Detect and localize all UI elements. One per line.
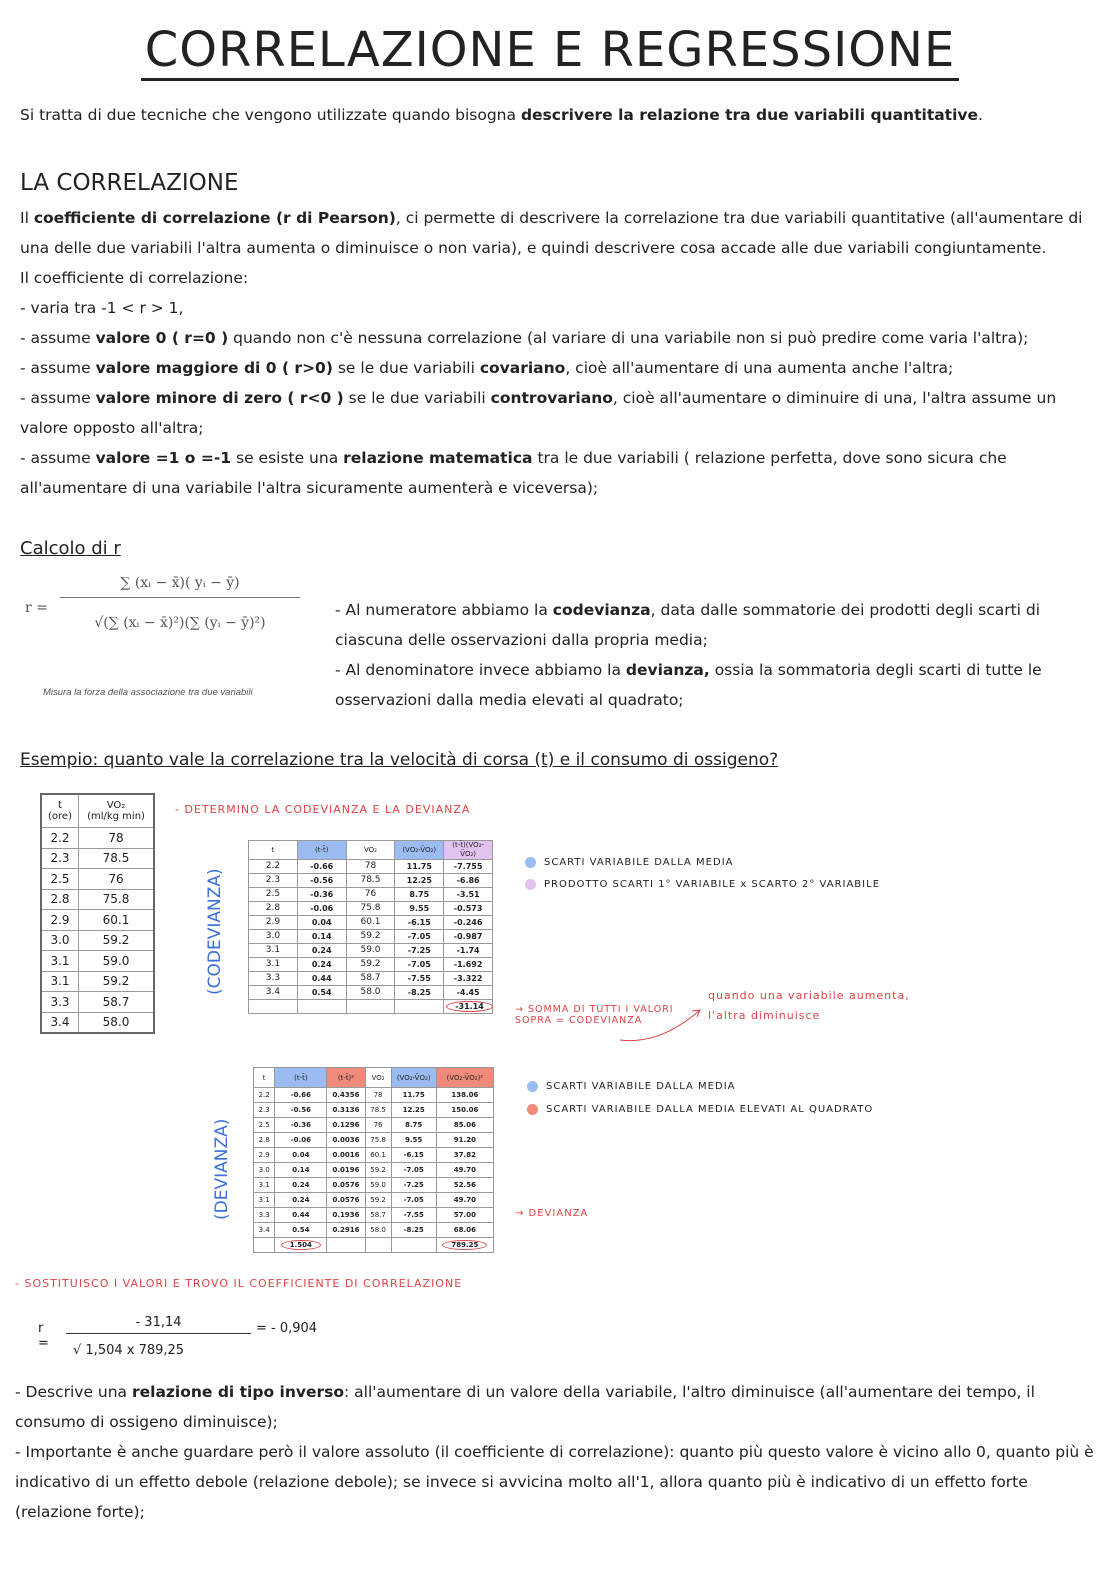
intro bbox=[20, 100, 1100, 130]
table-cell: 58.7 bbox=[79, 992, 155, 1013]
table-cell: 0.3136 bbox=[327, 1103, 365, 1118]
table-cell: 60.1 bbox=[365, 1148, 391, 1163]
table-cell: -6.15 bbox=[395, 916, 444, 930]
table-cell: 2.8 bbox=[249, 902, 298, 916]
table-cell: 60.1 bbox=[346, 916, 395, 930]
table-cell: 138.06 bbox=[436, 1088, 493, 1103]
table-cell: 49.70 bbox=[436, 1193, 493, 1208]
table-cell bbox=[249, 1000, 298, 1014]
table-cell: 76 bbox=[346, 888, 395, 902]
table-cell: 75.8 bbox=[365, 1133, 391, 1148]
data-table bbox=[40, 793, 155, 1034]
table-cell bbox=[391, 1238, 436, 1253]
table-cell: 76 bbox=[79, 869, 155, 890]
table-cell: 2.5 bbox=[254, 1118, 275, 1133]
table-cell bbox=[275, 1238, 327, 1253]
table-cell: 2.8 bbox=[254, 1133, 275, 1148]
table-cell: 0.24 bbox=[297, 958, 346, 972]
table-row bbox=[249, 930, 493, 944]
total-cell bbox=[444, 1000, 493, 1014]
correlazione-body bbox=[20, 203, 1095, 503]
text: ∑ (xᵢ − x̄)( yᵢ − ȳ) bbox=[60, 575, 300, 598]
table-row bbox=[41, 828, 154, 849]
text: Il coefficiente di correlazione: bbox=[20, 269, 249, 287]
text: , data dalle sommatorie dei prodotti degli scarti di ciascuna delle osservazioni dalla propria media; bbox=[335, 601, 1041, 649]
table-cell: -0.36 bbox=[297, 888, 346, 902]
purple-dot-icon bbox=[525, 879, 536, 890]
table-cell: 2.9 bbox=[254, 1148, 275, 1163]
note-inverse: quando una variabile aumenta, l'altra diminuisce bbox=[708, 989, 910, 1022]
table-cell: 0.24 bbox=[275, 1178, 327, 1193]
column-header: (VO₂-V̄O₂) bbox=[391, 1068, 436, 1088]
text: r = bbox=[38, 1321, 49, 1351]
table-cell: 3.4 bbox=[249, 986, 298, 1000]
table-cell bbox=[365, 1238, 391, 1253]
calc-notes bbox=[335, 595, 1090, 715]
table-cell bbox=[297, 1000, 346, 1014]
table-cell: 0.54 bbox=[275, 1223, 327, 1238]
table-cell: 60.1 bbox=[79, 910, 155, 931]
table-cell: 59.2 bbox=[346, 930, 395, 944]
text: quando non c'è nessuna correlazione (al variare di una variabile non si può predire come varia l'altra); bbox=[228, 329, 1029, 347]
text: SCARTI VARIABILE DALLA MEDIA ELEVATI AL QUADRATO bbox=[546, 1104, 874, 1115]
table-cell: -0.56 bbox=[297, 874, 346, 888]
text: valore maggiore di 0 ( r>0) bbox=[95, 359, 333, 377]
table-cell: -0.66 bbox=[297, 860, 346, 874]
table-cell: 59.2 bbox=[365, 1163, 391, 1178]
table-row bbox=[249, 972, 493, 986]
legend-codevianza bbox=[525, 852, 880, 896]
text: t (ore) bbox=[41, 794, 79, 828]
table-row bbox=[249, 888, 493, 902]
table-cell: 2.3 bbox=[254, 1103, 275, 1118]
table-cell: -0.246 bbox=[444, 916, 493, 930]
table-cell: -1.692 bbox=[444, 958, 493, 972]
table-cell: -7.25 bbox=[395, 944, 444, 958]
table-cell: 0.44 bbox=[275, 1208, 327, 1223]
text: devianza, bbox=[625, 661, 710, 679]
table-cell: 3.3 bbox=[254, 1208, 275, 1223]
table-cell: 52.56 bbox=[436, 1178, 493, 1193]
table-cell: 2.2 bbox=[254, 1088, 275, 1103]
table-cell: -1.74 bbox=[444, 944, 493, 958]
table-cell: 8.75 bbox=[391, 1118, 436, 1133]
table-cell bbox=[436, 1238, 493, 1253]
column-header: (t-t̄) bbox=[297, 841, 346, 860]
text: CORRELAZIONE E REGRESSIONE bbox=[141, 22, 960, 81]
text: - Importante è anche guardare però il valore assoluto (il coefficiente di correlazione): quanto più questo valore è vicino allo 0, quanto più è indicativo di un effetto debole (relazione debole); se invece si avvicina molto all'1, allora quanto più è indicativo di un effetto forte (relazione forte); bbox=[15, 1443, 1094, 1521]
table-cell: 59.0 bbox=[365, 1178, 391, 1193]
table-cell: 3.4 bbox=[254, 1223, 275, 1238]
text: PRODOTTO SCARTI 1° VARIABILE x SCARTO 2° VARIABILE bbox=[544, 879, 881, 890]
table-cell: 3.1 bbox=[254, 1193, 275, 1208]
text: valore minore di zero ( r<0 ) bbox=[95, 389, 344, 407]
table-cell: 3.1 bbox=[41, 971, 79, 992]
table-cell: -7.05 bbox=[391, 1193, 436, 1208]
text: Il bbox=[20, 209, 34, 227]
table-cell: 0.0576 bbox=[327, 1178, 365, 1193]
text: SCARTI VARIABILE DALLA MEDIA bbox=[544, 857, 734, 868]
table-cell: 0.1936 bbox=[327, 1208, 365, 1223]
blue-dot-icon bbox=[525, 857, 536, 868]
table-cell: 91.20 bbox=[436, 1133, 493, 1148]
table-cell: -0.06 bbox=[275, 1133, 327, 1148]
table-row bbox=[254, 1118, 494, 1133]
table-cell: 2.9 bbox=[41, 910, 79, 931]
text: = - 0,904 bbox=[256, 1321, 318, 1336]
text: . bbox=[978, 106, 983, 124]
table-cell: -7.25 bbox=[391, 1178, 436, 1193]
table-row bbox=[249, 874, 493, 888]
table-cell: 11.75 bbox=[391, 1088, 436, 1103]
text: - assume bbox=[20, 329, 96, 347]
table-row bbox=[249, 860, 493, 874]
text: , cioè all'aumentare o diminuire di una, l'altra assume un valore opposto all'altra; bbox=[20, 389, 1057, 437]
table-cell: -0.56 bbox=[275, 1103, 327, 1118]
table-cell: 68.06 bbox=[436, 1223, 493, 1238]
text: Si tratta di due tecniche che vengono utilizzate quando bisogna bbox=[20, 106, 521, 124]
table-row bbox=[249, 1000, 493, 1014]
text: r = bbox=[25, 600, 48, 616]
text: valore 0 ( r=0 ) bbox=[95, 329, 229, 347]
table-cell: 58.7 bbox=[346, 972, 395, 986]
table-cell: 78.5 bbox=[365, 1103, 391, 1118]
text: - 31,14 bbox=[66, 1315, 251, 1334]
table-cell: 0.04 bbox=[297, 916, 346, 930]
table-cell: 0.14 bbox=[275, 1163, 327, 1178]
table-row bbox=[254, 1193, 494, 1208]
table-cell: -6.86 bbox=[444, 874, 493, 888]
legend-devianza bbox=[527, 1075, 873, 1121]
table-cell: 0.0016 bbox=[327, 1148, 365, 1163]
table-cell: -7.755 bbox=[444, 860, 493, 874]
table-cell: -0.66 bbox=[275, 1088, 327, 1103]
note-substitute: - SOSTITUISCO I VALORI E TROVO IL COEFFICIENTE DI CORRELAZIONE bbox=[15, 1277, 463, 1290]
table-row bbox=[254, 1133, 494, 1148]
arrow-icon bbox=[600, 1005, 710, 1045]
example-heading: Esempio: quanto vale la correlazione tra la velocità di corsa (t) e il consumo di ossigeno? bbox=[20, 750, 779, 770]
table-row bbox=[41, 869, 154, 890]
table-cell: 0.14 bbox=[297, 930, 346, 944]
table-cell: 2.2 bbox=[249, 860, 298, 874]
table-cell: 12.25 bbox=[391, 1103, 436, 1118]
text: coefficiente di correlazione (r di Pearson) bbox=[33, 209, 396, 227]
text: : all'aumentare di un valore della variabile, l'altro diminuisce (all'aumentare dei tempo, il consumo di ossigeno diminuisce); bbox=[15, 1383, 1035, 1431]
table-cell: -7.05 bbox=[395, 958, 444, 972]
text: Misura la forza della associazione tra due variabili bbox=[43, 687, 253, 698]
table-cell: 0.24 bbox=[275, 1193, 327, 1208]
note-sum: → SOMMA DI TUTTI I VALORI SOPRA = CODEVIANZA bbox=[515, 1004, 674, 1026]
text: √(∑ (xᵢ − x̄)²)(∑ (yᵢ − ȳ)²) bbox=[94, 615, 266, 631]
table-cell: 2.3 bbox=[41, 848, 79, 869]
text: √ 1,504 x 789,25 bbox=[73, 1343, 185, 1358]
text: ossia la sommatoria degli scarti di tutte le osservazioni dalla media elevati al quadrato; bbox=[335, 661, 1042, 709]
table-cell: 2.3 bbox=[249, 874, 298, 888]
table-cell: -7.55 bbox=[395, 972, 444, 986]
table-row bbox=[254, 1148, 494, 1163]
text: , cioè all'aumentare di una aumenta anche l'altra; bbox=[565, 359, 954, 377]
table-cell: -0.987 bbox=[444, 930, 493, 944]
table-cell bbox=[327, 1238, 365, 1253]
table-cell: 3.1 bbox=[249, 944, 298, 958]
devianza-total-y: 789.25 bbox=[442, 1240, 487, 1250]
conclusions bbox=[15, 1377, 1095, 1527]
table-cell: 59.0 bbox=[346, 944, 395, 958]
table-cell: -0.36 bbox=[275, 1118, 327, 1133]
text: tra le due variabili ( relazione perfetta, dove sono sicura che all'aumentare di una variabile l'altra sicuramente aumenterà e viceversa); bbox=[20, 449, 1007, 497]
column-header: (t-t̄)² bbox=[327, 1068, 365, 1088]
text: descrivere la relazione tra due variabili quantitative bbox=[520, 106, 979, 124]
table-cell: 58.0 bbox=[365, 1223, 391, 1238]
codevianza-label: (CODEVIANZA) bbox=[205, 868, 225, 995]
table-cell: 59.2 bbox=[79, 971, 155, 992]
text: se le due variabili bbox=[332, 359, 480, 377]
table-cell: 3.0 bbox=[249, 930, 298, 944]
column-header: t bbox=[249, 841, 298, 860]
table-cell: -8.25 bbox=[395, 986, 444, 1000]
text: , ci permette di descrivere la correlazione tra due variabili quantitative (all'aumentare di una delle due variabili l'altra aumenta o diminuisce o non varia), e quindi descrivere cosa accade alle due variabili congiuntamente. bbox=[20, 209, 1083, 257]
text: relazione di tipo inverso bbox=[131, 1383, 344, 1401]
table-cell: 11.75 bbox=[395, 860, 444, 874]
table-row bbox=[254, 1178, 494, 1193]
table-cell: 78 bbox=[79, 828, 155, 849]
table-row bbox=[41, 848, 154, 869]
table-cell: 58.7 bbox=[365, 1208, 391, 1223]
table-row bbox=[41, 1012, 154, 1033]
table-cell: 2.8 bbox=[41, 889, 79, 910]
table-cell bbox=[346, 1000, 395, 1014]
table-cell: 150.06 bbox=[436, 1103, 493, 1118]
table-cell: 2.9 bbox=[249, 916, 298, 930]
text: - Al denominatore invece abbiamo la bbox=[335, 661, 626, 679]
table-cell: 0.0036 bbox=[327, 1133, 365, 1148]
text: - assume bbox=[20, 389, 96, 407]
text: covariano bbox=[479, 359, 566, 377]
table-cell: 3.3 bbox=[249, 972, 298, 986]
table-cell bbox=[395, 1000, 444, 1014]
red-dot-icon bbox=[527, 1104, 538, 1115]
table-row bbox=[249, 986, 493, 1000]
table-cell: 58.0 bbox=[346, 986, 395, 1000]
table-cell: 3.0 bbox=[254, 1163, 275, 1178]
column-header: (t-t̄) bbox=[275, 1068, 327, 1088]
table-cell: 78.5 bbox=[79, 848, 155, 869]
table-cell: -7.05 bbox=[391, 1163, 436, 1178]
table-cell: 0.04 bbox=[275, 1148, 327, 1163]
blue-dot-icon bbox=[527, 1081, 538, 1092]
table-cell: 0.24 bbox=[297, 944, 346, 958]
text: - assume bbox=[20, 359, 96, 377]
table-cell: 0.44 bbox=[297, 972, 346, 986]
text: codevianza bbox=[552, 601, 651, 619]
table-cell: 37.82 bbox=[436, 1148, 493, 1163]
table-cell: 9.55 bbox=[395, 902, 444, 916]
table-row bbox=[41, 889, 154, 910]
table-cell: -3.51 bbox=[444, 888, 493, 902]
table-cell: 2.5 bbox=[249, 888, 298, 902]
section-heading-correlazione: LA CORRELAZIONE bbox=[20, 170, 239, 196]
text: relazione matematica bbox=[343, 449, 533, 467]
table-cell: -7.05 bbox=[395, 930, 444, 944]
note-top: - DETERMINO LA CODEVIANZA E LA DEVIANZA bbox=[175, 803, 471, 816]
table-cell: 59.2 bbox=[79, 930, 155, 951]
table-cell: 78 bbox=[365, 1088, 391, 1103]
table-row bbox=[254, 1238, 494, 1253]
codevianza-total: -31.14 bbox=[446, 1001, 493, 1012]
table-cell: 75.8 bbox=[346, 902, 395, 916]
table-cell: 3.3 bbox=[41, 992, 79, 1013]
table-cell: 8.75 bbox=[395, 888, 444, 902]
table-cell: -8.25 bbox=[391, 1223, 436, 1238]
column-header: (t-t̄)(VO₂-V̄O₂) bbox=[444, 841, 493, 860]
table-cell: 58.0 bbox=[79, 1012, 155, 1033]
table-cell: 0.2916 bbox=[327, 1223, 365, 1238]
table-cell: 0.4356 bbox=[327, 1088, 365, 1103]
table-cell: 0.1296 bbox=[327, 1118, 365, 1133]
table-cell: 57.00 bbox=[436, 1208, 493, 1223]
table-cell: -4.45 bbox=[444, 986, 493, 1000]
devianza-table bbox=[253, 1067, 494, 1253]
table-row bbox=[249, 916, 493, 930]
table-row bbox=[254, 1088, 494, 1103]
table-cell: 3.4 bbox=[41, 1012, 79, 1033]
table-row bbox=[41, 910, 154, 931]
text: controvariano bbox=[490, 389, 613, 407]
table-cell: -3.322 bbox=[444, 972, 493, 986]
column-header: VO₂ bbox=[365, 1068, 391, 1088]
table-cell: 59.2 bbox=[346, 958, 395, 972]
table-cell: -0.573 bbox=[444, 902, 493, 916]
text: - assume bbox=[20, 449, 96, 467]
table-row bbox=[249, 958, 493, 972]
table-cell: 0.54 bbox=[297, 986, 346, 1000]
text: VO₂ (ml/kg min) bbox=[79, 794, 155, 828]
text: - Al numeratore abbiamo la bbox=[335, 601, 553, 619]
text: - Descrive una bbox=[15, 1383, 132, 1401]
table-cell: 59.2 bbox=[365, 1193, 391, 1208]
table-row bbox=[254, 1223, 494, 1238]
table-row bbox=[41, 992, 154, 1013]
table-cell: 59.0 bbox=[79, 951, 155, 972]
table-cell: 75.8 bbox=[79, 889, 155, 910]
column-header: t bbox=[254, 1068, 275, 1088]
table-cell: 9.55 bbox=[391, 1133, 436, 1148]
page-title bbox=[0, 22, 1100, 78]
text: SCARTI VARIABILE DALLA MEDIA bbox=[546, 1081, 736, 1092]
table-row bbox=[41, 930, 154, 951]
text: se le due variabili bbox=[343, 389, 491, 407]
table-cell: 3.1 bbox=[249, 958, 298, 972]
table-cell: 78 bbox=[346, 860, 395, 874]
column-header: (VO₂-V̄O₂) bbox=[395, 841, 444, 860]
table-cell: 49.70 bbox=[436, 1163, 493, 1178]
table-cell: -7.55 bbox=[391, 1208, 436, 1223]
table-cell: 2.2 bbox=[41, 828, 79, 849]
note-devianza: → DEVIANZA bbox=[515, 1208, 589, 1219]
table-cell: 3.1 bbox=[254, 1178, 275, 1193]
table-cell: 85.06 bbox=[436, 1118, 493, 1133]
table-cell: -6.15 bbox=[391, 1148, 436, 1163]
table-cell: 0.0576 bbox=[327, 1193, 365, 1208]
calc-heading: Calcolo di r bbox=[20, 538, 121, 559]
column-header: VO₂ bbox=[346, 841, 395, 860]
table-cell: 12.25 bbox=[395, 874, 444, 888]
table-cell: 3.1 bbox=[41, 951, 79, 972]
text: - varia tra -1 < r > 1, bbox=[20, 299, 184, 317]
table-cell: 3.0 bbox=[41, 930, 79, 951]
column-header: (VO₂-V̄O₂)² bbox=[436, 1068, 493, 1088]
devianza-total-x: 1.504 bbox=[281, 1240, 321, 1250]
table-row bbox=[249, 902, 493, 916]
table-cell: -0.06 bbox=[297, 902, 346, 916]
table-cell: 2.5 bbox=[41, 869, 79, 890]
text: se esiste una bbox=[231, 449, 344, 467]
codevianza-table bbox=[248, 840, 493, 1014]
table-cell: 76 bbox=[365, 1118, 391, 1133]
table-cell: 78.5 bbox=[346, 874, 395, 888]
table-row bbox=[254, 1163, 494, 1178]
table-row bbox=[254, 1208, 494, 1223]
text: valore =1 o =-1 bbox=[95, 449, 232, 467]
table-cell: 0.0196 bbox=[327, 1163, 365, 1178]
table-row bbox=[41, 971, 154, 992]
devianza-label: (DEVIANZA) bbox=[212, 1118, 232, 1220]
table-cell bbox=[254, 1238, 275, 1253]
table-row bbox=[254, 1103, 494, 1118]
table-row bbox=[249, 944, 493, 958]
table-row bbox=[41, 951, 154, 972]
